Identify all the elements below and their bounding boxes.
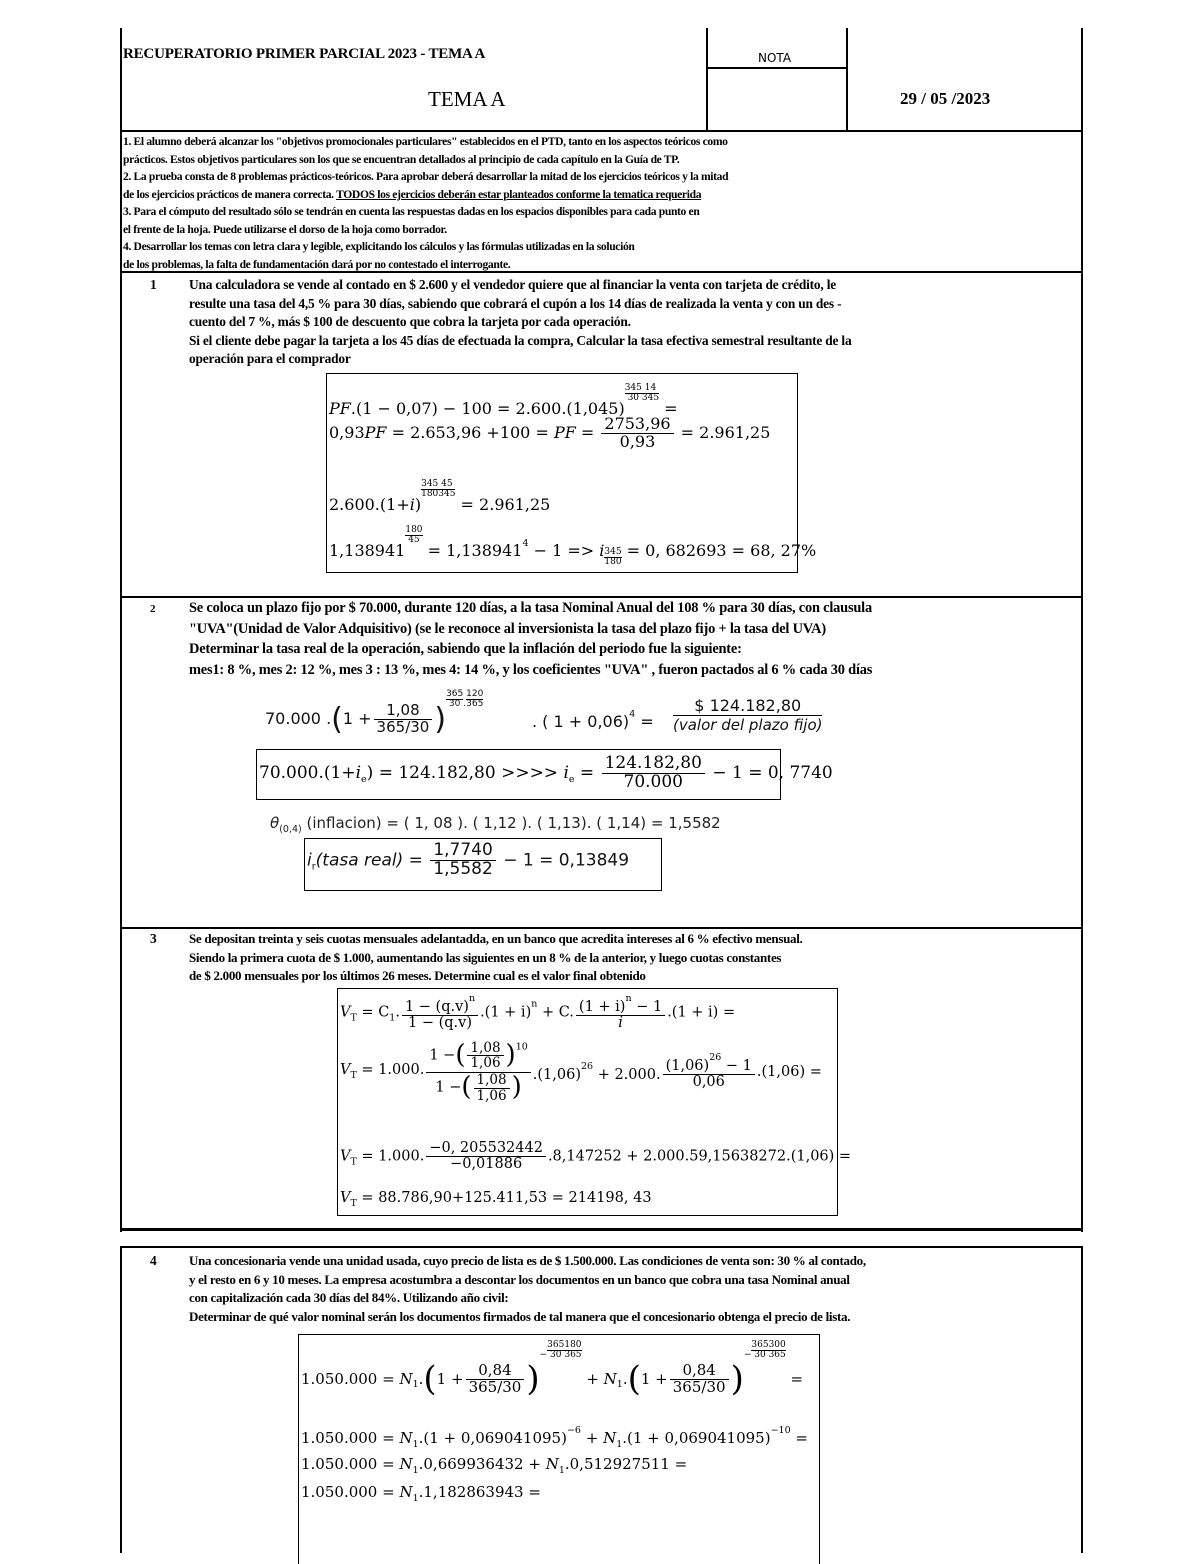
rule-underlined: TODOS los ejercicios deberán estar planteados conforme la tematica requerida <box>336 187 702 201</box>
equation-line: $1.050.000 = N_1.(1$ + $\frac{0,84}{365/30}$ )− $\frac{365}{30}$ $\frac{180}{365}$ + $N_1.(1$ + $\frac{0,84}{365/30}$ )− $\frac{365}{30}$ $\frac{300}{365}$ = <box>301 1340 804 1399</box>
nota-label: NOTA <box>758 51 792 65</box>
equation-line: 1,138941 $\frac{180}{45}$ = $1,138941^4 - 1 => i$ $\frac{345}{180}$ = 0, 682693 = 68, 27% <box>329 525 817 567</box>
tema-label: TEMA A <box>428 87 506 111</box>
equation-line: PF.(1 − 0,07) − 100 = 2.600.(1,045) $\frac{345}{30}$ $\frac{14}{345}$ = <box>329 383 678 418</box>
exam-title: RECUPERATORIO PRIMER PARCIAL 2023 - TEMA A <box>123 46 486 62</box>
problem-number: 2 <box>150 603 156 615</box>
equation-line: $1.050.000 = N_1.(1 + 0,069041095)^{-6} + N_1.(1 + 0,069041095)^{-10}$ = <box>301 1425 808 1450</box>
equation-line: 0,93PF = 2.653,96 +100 = PF = $\frac{2753,96}{0,93}$ = 2.961,25 <box>329 414 771 451</box>
problem-statement: Se coloca un plazo fijo por $ 70.000, durante 120 días, a la tasa Nominal Anual del 108 % para 30 días, con clausula "UVA"(Unidad de Valor Adquisitivo) (se le reconoce al inversionista la tasa del plazo fijo + la tasa del UVA) Determinar la tasa real de la operación, sabiendo que la inflación del periodo fue la siguiente: mes1: 8 %, mes 2: 12 %, mes 3 : 13 %, mes 4: 14 %, y los coeficientes "UVA" , fueron pactados al 6 % cada 30 días <box>189 600 873 678</box>
problem-number: 3 <box>150 931 157 946</box>
equation-line: 70.000 .(1 + $\frac{1,08}{365/30}$ ) $\frac{365}{30}$ . $\frac{120}{365}$ <box>265 689 484 737</box>
solution-box <box>337 988 852 1216</box>
inflation-line: $\theta_{(0,4)}$ (inflacion) = ( 1, 08 ). ( 1,12 ). ( 1,13). ( 1,14) = 1,5582 <box>270 814 721 835</box>
problem-statement: Una concesionaria vende una unidad usada, cuyo precio de lista es de $ 1.500.000. Las condiciones de venta son: 30 % al contado, y el resto en 6 y 10 meses. La empresa acostumbra a descontar los documentos en un banco que cobra una tasa Nominal anual con capitalización cada 30 días del 84%. Utilizando año civil: Determinar de qué valor nominal serán los documentos firmados de tal manera que el concesionario obtenga el precio de lista. <box>189 1253 866 1324</box>
rule-line: el frente de la hoja. Puede utilizarse el dorso de la hoja como borrador. <box>123 222 447 236</box>
rule-line: prácticos. Estos objetivos particulares son los que se encuentran detallados al principio de cada capítulo en la Guía de TP. <box>123 152 680 166</box>
exam-date: 29 / 05 /2023 <box>900 89 991 108</box>
equation-line: $V_T = 1.000$. 1 −( $\frac{1,08}{1,06}$ )$^{10}$ 1 −( $\frac{1,08}{1,06}$ ) $.(1,06)^{26} + 2.000$. $\frac{(1,06)^{26} - 1}{0,06}$ .(1,06) = <box>340 1040 822 1104</box>
rule-line: 2. La prueba consta de 8 problemas prácticos-teóricos. Para aprobar deberá desarrollar la mitad de los ejercicios teóricos y la mitad <box>123 170 729 183</box>
rule-line: 1. El alumno deberá alcanzar los "objetivos promocionales particulares" establecidos en el PTD, tanto en los aspectos teóricos como <box>123 135 728 148</box>
rule-line: 3. Para el cómputo del resultado sólo se tendrán en cuenta las respuestas dadas en los espacios disponibles para cada punto en <box>123 205 700 218</box>
equation-line: . ( 1 + 0,06)$^4$ = <box>532 709 654 731</box>
equation-line: $1.050.000 = N_1.1,182863943$ = <box>301 1483 541 1504</box>
problem-number: 1 <box>150 277 157 292</box>
problem-statement: Se depositan treinta y seis cuotas mensuales adelantadda, en un banco que acredita intereses al 6 % efectivo mensual. Siendo la primera cuota de $ 1.000, aumentando las siguientes en un 8 % de la anterior, y luego cuotas constantes de $ 2.000 mensuales por los últimos 26 meses. Determine cual es el valor final obtenido <box>189 931 803 983</box>
solution-box <box>326 373 817 573</box>
equation-fraction: $ 124.182,80 (valor del plazo fijo) <box>673 696 823 734</box>
equation-line: $i_r(tasa$ real) = $\frac{1,7740}{1,5582}$ − 1 = 0,13849 <box>307 840 630 879</box>
solution-box <box>256 749 833 800</box>
equation-line: $1.050.000 = N_1.0,669936432 + N_1.0,512927511$ = <box>301 1455 688 1476</box>
rule-line: de los ejercicios prácticos de manera correcta. TODOS los ejercicios deberán estar planteados conforme la tematica requerida <box>123 187 702 201</box>
solution-box <box>298 1334 820 1564</box>
equation-line: $V_T = 88.786,90+125.411,53 = 214198$, 43 <box>340 1190 652 1209</box>
problem-statement: Una calculadora se vende al contado en $ 2.600 y el vendedor quiere que al financiar la venta con tarjeta de crédito, le resulte una tasa del 4,5 % para 30 días, sabiendo que cobrará el cupón a los 14 días de realizada la venta y con un des - cuento del 7 %, más $ 100 de descuento que cobra la tarjeta por cada operación. Si el cliente debe pagar la tarjeta a los 45 días de efectuada la compra, Calcular la tasa efectiva semestral resultante de la operación para el comprador <box>189 277 852 366</box>
equation-line: 2.600.(1+i) $\frac{345}{180}$ $\frac{45}{345}$ = 2.961,25 <box>329 479 551 514</box>
equation-line: $70.000.(1+i_e) = 124.182,80$ >>>> $i_e$ = $\frac{124.182,80}{70.000}$ − 1 = 0, 7740 <box>259 753 833 792</box>
problem-number: 4 <box>150 1253 157 1268</box>
solution-box <box>304 838 662 891</box>
rule-line: de los problemas, la falta de fundamentación dará por no contestado el interrogante. <box>123 257 511 271</box>
rule-line: 4. Desarrollar los temas con letra clara y legible, explicitando los cálculos y las fórmulas utilizadas en la solución <box>123 240 635 253</box>
equation-line: $V_T = C_1$. $\frac{1 - (q.v)^n}{1 - (q.v)}$ $.(1 + i)^n + C$. $\frac{(1 + i)^n - 1}{i}$ .(1 + i) = <box>340 993 736 1032</box>
equation-line: $V_T = 1.000$. $\frac{-0, 205532442}{-0,01886}$ .8,147252 + 2.000.59,15638272.(1,06) = <box>340 1140 852 1173</box>
rules-block <box>123 133 728 273</box>
